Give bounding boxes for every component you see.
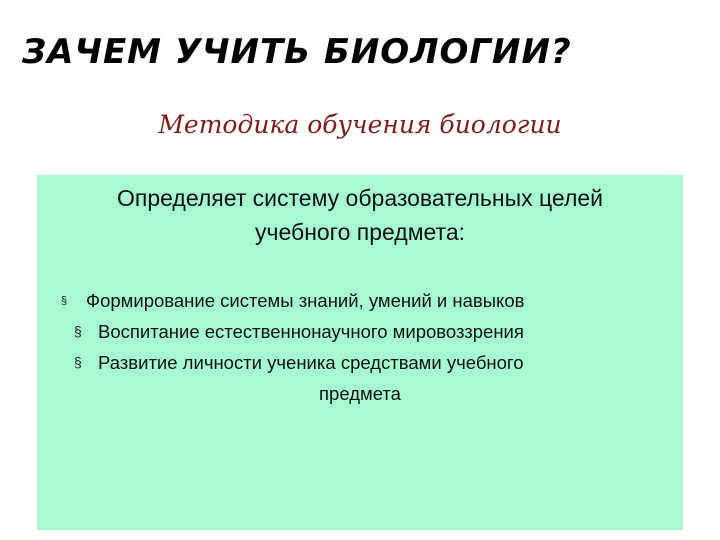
- list-item: [37, 347, 683, 378]
- square-bullet-icon: §: [74, 354, 82, 370]
- list-item-text: Развитие личности ученика средствами учебного: [98, 352, 524, 373]
- list-item-text: Формирование системы знаний, умений и навыков: [86, 290, 525, 311]
- square-bullet-icon: §: [74, 323, 82, 339]
- list-item-continuation: предмета: [319, 383, 401, 404]
- slide-subtitle: Методика обучения биологии: [158, 110, 562, 139]
- square-bullet-icon: §: [61, 295, 68, 307]
- content-panel: [37, 175, 683, 530]
- list-item-text: Воспитание естественнонаучного мировоззрения: [98, 321, 524, 342]
- slide-title: ЗАЧЕМ УЧИТЬ БИОЛОГИИ?: [22, 32, 572, 72]
- intro-text: [37, 181, 683, 249]
- intro-line-1: Определяет систему образовательных целей: [116, 185, 604, 211]
- goals-list: [37, 285, 683, 378]
- intro-line-2: учебного предмета:: [255, 219, 465, 245]
- list-item: [37, 316, 683, 347]
- list-item: [37, 285, 683, 316]
